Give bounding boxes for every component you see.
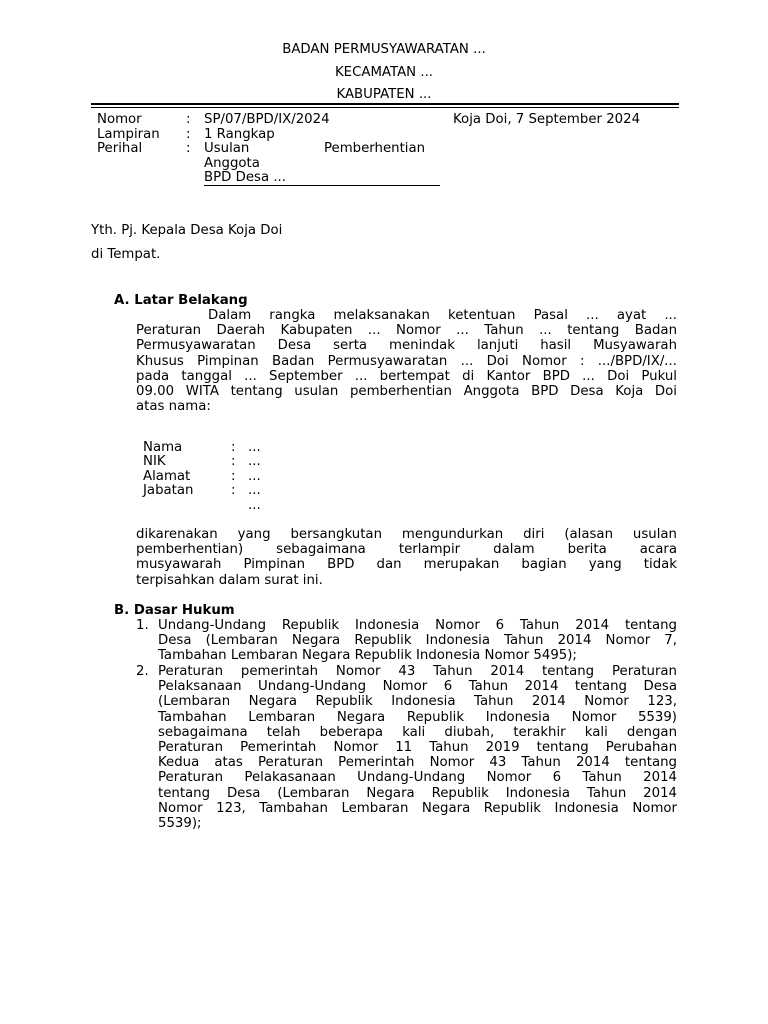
section-a-p2-line: pemberhentian) sebagaimana terlampir dalam berita acara bbox=[136, 542, 677, 558]
place-date: Koja Doi, 7 September 2024 bbox=[453, 112, 641, 127]
perihal-label: Perihal bbox=[97, 141, 143, 156]
list-item-1-body bbox=[158, 618, 677, 664]
list-item-2-line: Peraturan pemerintah Nomor 43 Tahun 2014 tentang Peraturan bbox=[158, 664, 677, 679]
nomor-label: Nomor bbox=[97, 112, 142, 127]
section-a-p2-line: musyawarah Pimpinan BPD dan merupakan bagian yang tidak bbox=[136, 557, 677, 573]
list-item-1-line: Tambahan Lembaran Negara Republik Indonesia Nomor 5495); bbox=[158, 648, 577, 664]
perihal-value-line-2: Anggota bbox=[204, 156, 260, 171]
perihal-colon: : bbox=[186, 141, 191, 156]
list-item-2-line: Nomor 123, Tambahan Lembaran Negara Republik Indonesia Nomor bbox=[158, 800, 677, 816]
list-item-2-line: Peraturan Pelakasanaan Undang-Undang Nomor 6 Tahun 2014 bbox=[158, 770, 677, 786]
perihal-value-word-2: Pemberhentian bbox=[324, 141, 426, 156]
field-nama-value: ... bbox=[248, 440, 261, 455]
section-a-paragraph-1 bbox=[136, 308, 677, 414]
perihal-underline bbox=[204, 185, 440, 186]
addressee-line-1: Yth. Pj. Kepala Desa Koja Doi bbox=[91, 223, 283, 238]
extra-dots: ... bbox=[248, 498, 261, 513]
list-item-2-line: tentang Desa (Lembaran Negara Republik Indonesia Tahun 2014 bbox=[158, 785, 677, 801]
section-a-p2-line: dikarenakan yang bersangkutan mengundurkan diri (alasan usulan bbox=[136, 527, 677, 542]
lampiran-value: 1 Rangkap bbox=[204, 127, 275, 142]
list-item-2-line: Pelaksanaan Undang-Undang Nomor 6 Tahun 2014 tentang Desa bbox=[158, 679, 677, 695]
letterhead-line-1: BADAN PERMUSYAWARATAN ... bbox=[282, 42, 486, 57]
section-b-title: B. Dasar Hukum bbox=[114, 603, 235, 618]
field-jabatan-value: ... bbox=[248, 483, 261, 498]
field-alamat-colon: : bbox=[231, 469, 236, 484]
field-nik-value: ... bbox=[248, 454, 261, 469]
letterhead-rule-thick bbox=[91, 103, 679, 105]
field-nik-colon: : bbox=[231, 454, 236, 469]
list-item-2-line: Tambahan Lembaran Negara Republik Indonesia Nomor 5539) bbox=[158, 709, 677, 725]
addressee-line-2: di Tempat. bbox=[91, 247, 161, 262]
perihal-value-line-3: BPD Desa ... bbox=[204, 170, 287, 185]
list-item-2-line: Peraturan Pemerintah Nomor 11 Tahun 2019 tentang Perubahan bbox=[158, 739, 677, 755]
letterhead-line-3: KABUPATEN ... bbox=[336, 87, 432, 102]
nomor-colon: : bbox=[186, 112, 191, 127]
list-item-1-number: 1. bbox=[136, 618, 149, 633]
lampiran-colon: : bbox=[186, 127, 191, 142]
list-item-1-line: Desa (Lembaran Negara Republik Indonesia Tahun 2014 Nomor 7, bbox=[158, 633, 677, 649]
section-a-p1-line: 09.00 WITA tentang usulan pemberhentian Anggota BPD Desa Koja Doi bbox=[136, 383, 677, 399]
field-nama-colon: : bbox=[231, 440, 236, 455]
perihal-value-word-1: Usulan bbox=[204, 141, 250, 156]
section-a-p1-line: Dalam rangka melaksanakan ketentuan Pasal ... ayat ... bbox=[208, 308, 677, 323]
field-jabatan-colon: : bbox=[231, 483, 236, 498]
list-item-2-line: Kedua atas Peraturan Pemerintah Nomor 43 Tahun 2014 tentang bbox=[158, 755, 677, 771]
list-item-2-body bbox=[158, 664, 677, 831]
letterhead-rule-thin bbox=[91, 107, 679, 108]
list-item-2-line: (Lembaran Negara Republik Indonesia Tahun 2014 Nomor 123, bbox=[158, 694, 677, 710]
field-alamat-value: ... bbox=[248, 469, 261, 484]
section-a-paragraph-2 bbox=[136, 527, 677, 588]
section-a-title: A. Latar Belakang bbox=[114, 293, 248, 308]
field-alamat-label: Alamat bbox=[143, 469, 191, 484]
list-item-2-line: sebagaimana telah beberapa kali diubah, terakhir kali dengan bbox=[158, 724, 677, 740]
list-item-2-number: 2. bbox=[136, 664, 149, 679]
section-a-p1-line: Peraturan Daerah Kabupaten ... Nomor ... Tahun ... tentang Badan bbox=[136, 323, 677, 339]
lampiran-label: Lampiran bbox=[97, 127, 160, 142]
list-item-1-line: Undang-Undang Republik Indonesia Nomor 6 Tahun 2014 tentang bbox=[158, 618, 677, 633]
section-a-p1-line: atas nama: bbox=[136, 399, 211, 415]
nomor-value: SP/07/BPD/IX/2024 bbox=[204, 112, 330, 127]
section-a-p1-line: Permusyawaratan Desa serta menindak lanjuti hasil Musyawarah bbox=[136, 338, 677, 354]
section-a-p1-line: Khusus Pimpinan Badan Permusyawaratan ... Doi Nomor : .../BPD/IX/... bbox=[136, 353, 677, 369]
letterhead-line-2: KECAMATAN ... bbox=[334, 65, 434, 80]
section-a-p2-line: terpisahkan dalam surat ini. bbox=[136, 572, 323, 588]
section-a-p1-line: pada tanggal ... September ... bertempat di Kantor BPD ... Doi Pukul bbox=[136, 368, 677, 384]
list-item-2-line: 5539); bbox=[158, 815, 202, 831]
field-jabatan-label: Jabatan bbox=[143, 483, 194, 498]
field-nik-label: NIK bbox=[143, 454, 166, 469]
field-nama-label: Nama bbox=[143, 440, 183, 455]
